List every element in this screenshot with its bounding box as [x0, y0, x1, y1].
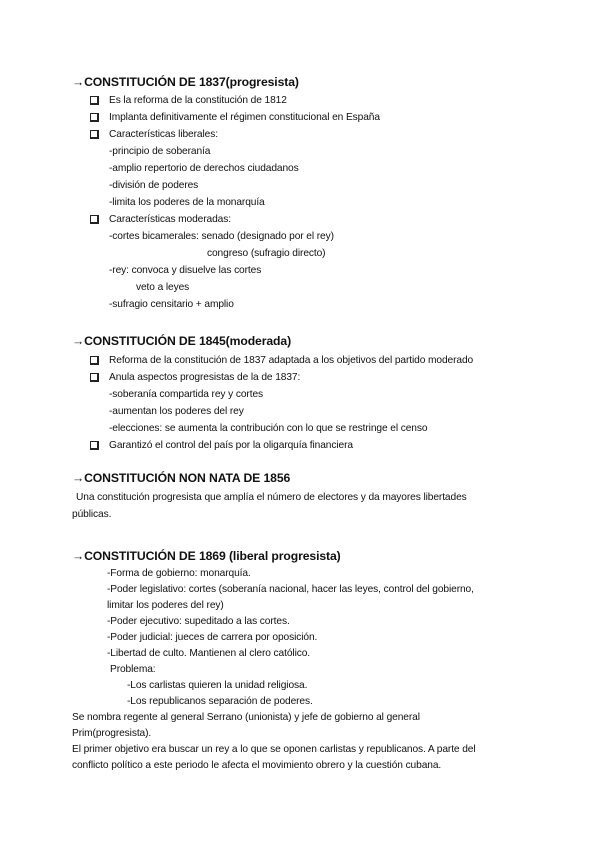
section-1845-title: →CONSTITUCIÓN DE 1845(moderada): [72, 334, 292, 348]
checkbox-bullet-icon: [90, 130, 99, 139]
bullet-1845-1: Reforma de la constitución de 1837 adaptada a los objetivos del partido moderado: [109, 355, 474, 366]
moderate-item-3: -sufragio censitario + amplio: [109, 299, 234, 310]
liberal-item-3: -división de poderes: [109, 180, 199, 191]
bullet-1837-2: Implanta definitivamente el régimen constitucional en España: [109, 112, 380, 123]
bullet-1845-3: Garantizó el control del país por la oligarquía financiera: [109, 440, 353, 451]
bullet-1845-2: Anula aspectos progresistas de la de 1837:: [109, 372, 301, 383]
checkbox-bullet-icon: [90, 441, 99, 450]
checkbox-bullet-icon: [90, 215, 99, 224]
item-1869-4: -Poder judicial: jueces de carrera por oposición.: [107, 632, 318, 643]
bullet-1837-1: Es la reforma de la constitución de 1812: [109, 95, 287, 106]
annul-item-2: -aumentan los poderes del rey: [109, 406, 244, 417]
item-1869-1: -Forma de gobierno: monarquía.: [107, 568, 251, 579]
paragraph-1869-line-3: El primer objetivo era buscar un rey a lo que se oponen carlistas y republicanos. A parte del: [72, 744, 476, 755]
paragraph-1856-line-2: públicas.: [72, 509, 112, 520]
moderate-item-2b: veto a leyes: [136, 282, 190, 293]
item-1869-problem-2: -Los republicanos separación de poderes.: [127, 696, 313, 707]
paragraph-1856-line-1: Una constitución progresista que amplía el número de electores y da mayores libertades: [76, 492, 467, 503]
item-1869-3: -Poder ejecutivo: supeditado a las cortes.: [107, 616, 290, 627]
moderate-item-1: -cortes bicamerales: senado (designado por el rey): [109, 231, 334, 242]
liberal-item-4: -limita los poderes de la monarquía: [109, 197, 265, 208]
bullet-1837-4: Características moderadas:: [109, 214, 231, 225]
section-1869-title: →CONSTITUCIÓN DE 1869 (liberal progresista): [72, 549, 341, 563]
liberal-item-1: -principio de soberanía: [109, 146, 211, 157]
paragraph-1869-line-4: conflicto político a este periodo le afecta el movimiento obrero y la cuestión cubana.: [72, 760, 442, 771]
checkbox-bullet-icon: [90, 356, 99, 365]
paragraph-1869-line-1: Se nombra regente al general Serrano (unionista) y jefe de gobierno al general: [72, 712, 420, 723]
section-1837-title: →CONSTITUCIÓN DE 1837(progresista): [72, 75, 299, 89]
moderate-item-2: -rey: convoca y disuelve las cortes: [109, 265, 262, 276]
item-1869-2b: limitar los poderes del rey): [107, 600, 224, 611]
checkbox-bullet-icon: [90, 113, 99, 122]
liberal-item-2: -amplio repertorio de derechos ciudadanos: [109, 163, 299, 174]
section-1856-title: →CONSTITUCIÓN NON NATA DE 1856: [72, 471, 291, 485]
item-1869-2: -Poder legislativo: cortes (soberanía nacional, hacer las leyes, control del gobierno,: [107, 584, 474, 595]
checkbox-bullet-icon: [90, 373, 99, 382]
bullet-1837-3: Características liberales:: [109, 129, 218, 140]
annul-item-3: -elecciones: se aumenta la contribución con lo que se restringe el censo: [109, 423, 428, 434]
checkbox-bullet-icon: [90, 96, 99, 105]
paragraph-1869-line-2: Prim(progresista).: [72, 728, 152, 739]
moderate-item-1b: congreso (sufragio directo): [207, 248, 326, 259]
annul-item-1: -soberanía compartida rey y cortes: [109, 389, 264, 400]
item-1869-problem-1: -Los carlistas quieren la unidad religiosa.: [127, 680, 308, 691]
item-1869-5: -Libertad de culto. Mantienen al clero católico.: [107, 648, 311, 659]
item-1869-problem: Problema:: [110, 664, 156, 675]
